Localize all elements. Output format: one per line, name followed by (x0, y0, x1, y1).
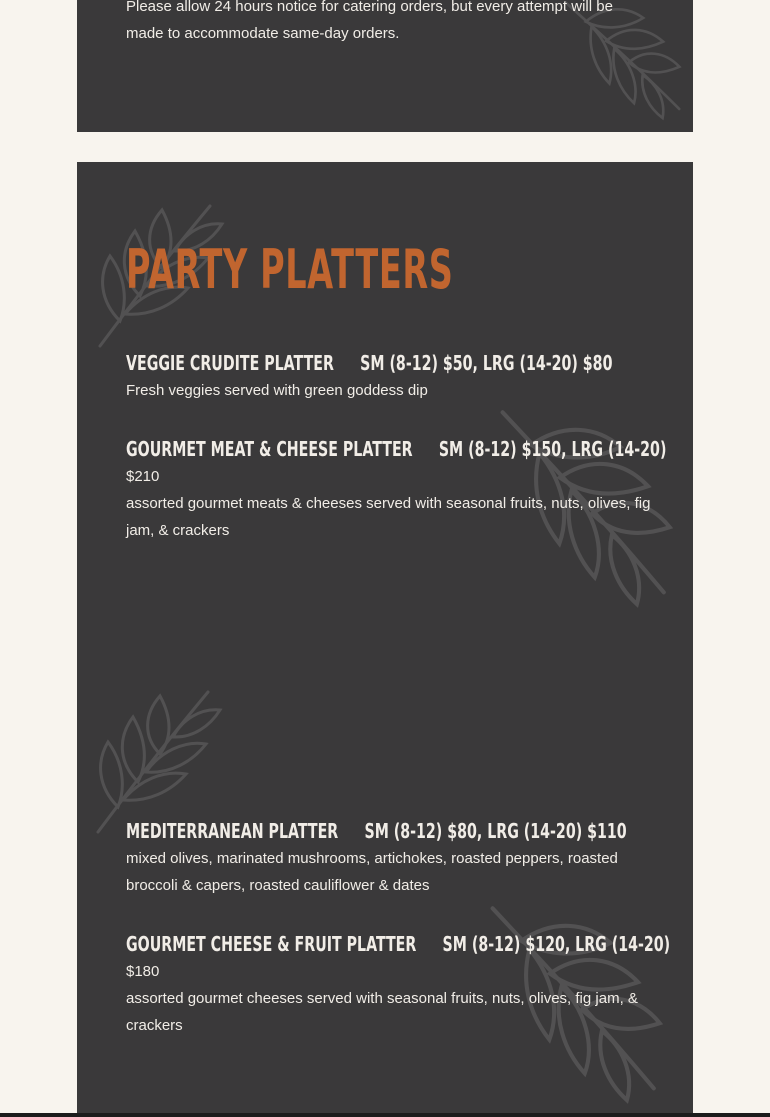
menu-item-name: GOURMET MEAT & CHEESE PLATTER (126, 437, 413, 461)
menu-item-name: VEGGIE CRUDITE PLATTER (126, 351, 334, 375)
menu-item-description: Fresh veggies served with green goddess dip (126, 382, 428, 399)
menu-item-name: MEDITERRANEAN PLATTER (126, 819, 339, 843)
menu-item-heading (126, 349, 613, 377)
menu-item (126, 817, 651, 899)
menu-item-description: assorted gourmet meats & cheeses served with seasonal fruits, nuts, olives, fig jam, & crackers (126, 495, 651, 539)
menu-item-price: SM (8-12) $50, LRG (14-20) $80 (360, 351, 613, 375)
menu-item-heading (126, 435, 667, 463)
menu-item-price: SM (8-12) $80, LRG (14-20) $110 (364, 819, 627, 843)
catering-notice-text: Please allow 24 hours notice for catering orders, but every attempt will be made to accommodate same-day orders. (126, 0, 613, 42)
menu-item-price: SM (8-12) $120, LRG (14-20) (442, 932, 671, 956)
menu-item-heading (126, 817, 627, 845)
menu-item-name: GOURMET CHEESE & FRUIT PLATTER (126, 932, 417, 956)
menu-item-price-continued: $180 (126, 963, 160, 980)
menu-item (126, 930, 671, 1039)
page-bottom-border (0, 1113, 770, 1117)
menu-item-price-continued: $210 (126, 468, 160, 485)
section-title: PARTY PLATTERS (126, 238, 454, 301)
menu-item-heading (126, 930, 671, 958)
catering-notice-card (77, 0, 693, 132)
menu-item (126, 435, 667, 544)
party-platters-card (77, 162, 693, 1117)
menu-item-description: assorted gourmet cheeses served with seasonal fruits, nuts, olives, fig jam, & crackers (126, 990, 638, 1034)
menu-item (126, 349, 651, 404)
menu-item-description: mixed olives, marinated mushrooms, artichokes, roasted peppers, roasted broccoli & capers, roasted cauliflower & dates (126, 850, 618, 894)
menu-item-price: SM (8-12) $150, LRG (14-20) (438, 437, 667, 461)
